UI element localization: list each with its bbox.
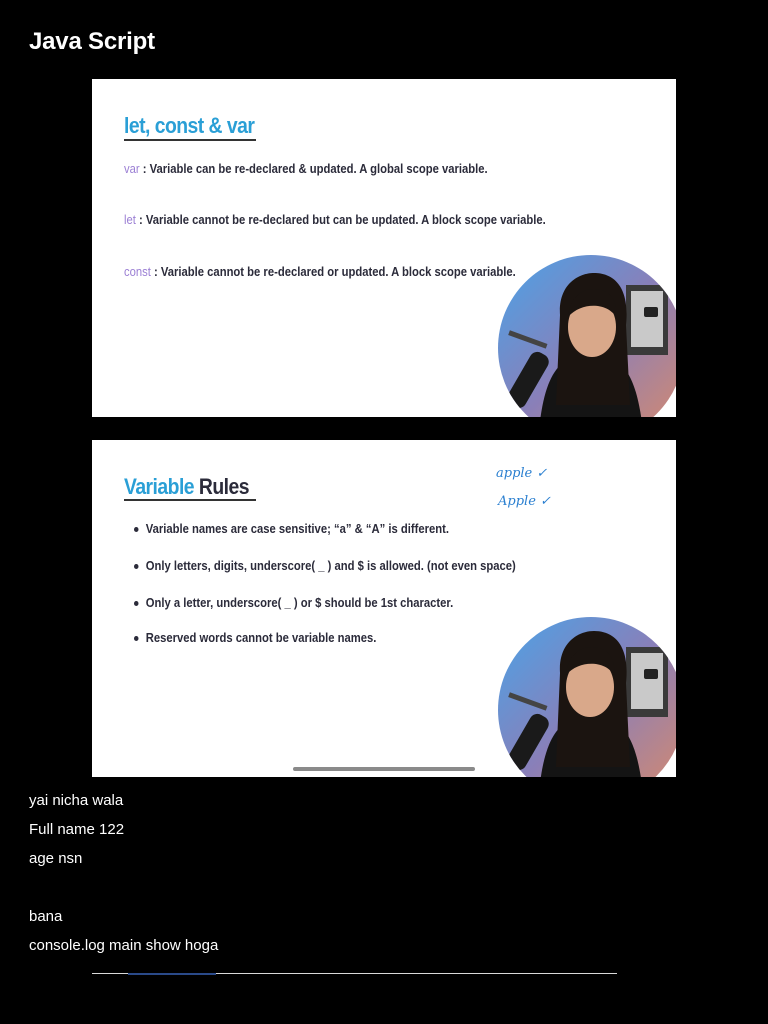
- definition-text: : Variable cannot be re-declared but can be updated. A block scope variable.: [135, 213, 546, 227]
- definition-text: : Variable can be re-declared & updated. A global scope variable.: [139, 162, 488, 176]
- bullet-dot-icon: [134, 564, 139, 569]
- presenter-video-thumbnail: [498, 255, 676, 417]
- keyword-const: const: [124, 265, 151, 279]
- definition-const: [124, 265, 516, 279]
- keyword-var: var: [124, 162, 140, 176]
- note-line[interactable]: age nsn: [29, 850, 83, 867]
- bullet-dot-icon: [134, 601, 139, 606]
- note-line[interactable]: Full name 122: [29, 821, 125, 838]
- bullet-dot-icon: [134, 636, 139, 641]
- slide-let-const-var[interactable]: [92, 79, 676, 417]
- note-line[interactable]: bana: [29, 908, 63, 925]
- handwriting-note: Apple ✓: [498, 494, 551, 509]
- scrubber-handle[interactable]: [293, 767, 475, 771]
- heading-underline: [124, 499, 256, 501]
- rule-bullet: Variable names are case sensitive; “a” & “A” is different.: [134, 522, 449, 536]
- bullet-dot-icon: [134, 527, 139, 532]
- rule-bullet: Only a letter, underscore( _ ) or $ should be 1st character.: [134, 596, 453, 610]
- slide-variable-rules[interactable]: [92, 440, 676, 777]
- heading-part-rules: Rules: [194, 474, 249, 499]
- note-title: Java Script: [29, 28, 155, 55]
- note-line[interactable]: yai nicha wala: [29, 792, 124, 809]
- note-line[interactable]: console.log main show hoga: [29, 937, 219, 954]
- heading-underline: [124, 139, 256, 141]
- rule-bullet: Only letters, digits, underscore( _ ) and $ is allowed. (not even space): [134, 559, 516, 573]
- slide-heading: [124, 474, 249, 500]
- rule-bullet: Reserved words cannot be variable names.: [134, 631, 376, 645]
- definition-var: [124, 162, 488, 176]
- definition-text: : Variable cannot be re-declared or updated. A block scope variable.: [150, 265, 516, 279]
- presenter-video-thumbnail: [498, 617, 676, 777]
- handwriting-note: apple ✓: [496, 466, 548, 481]
- definition-let: [124, 213, 546, 227]
- divider-accent: [128, 973, 216, 975]
- keyword-let: let: [124, 213, 136, 227]
- heading-part-variable: Variable: [124, 474, 195, 499]
- slide-heading: let, const & var: [124, 113, 255, 138]
